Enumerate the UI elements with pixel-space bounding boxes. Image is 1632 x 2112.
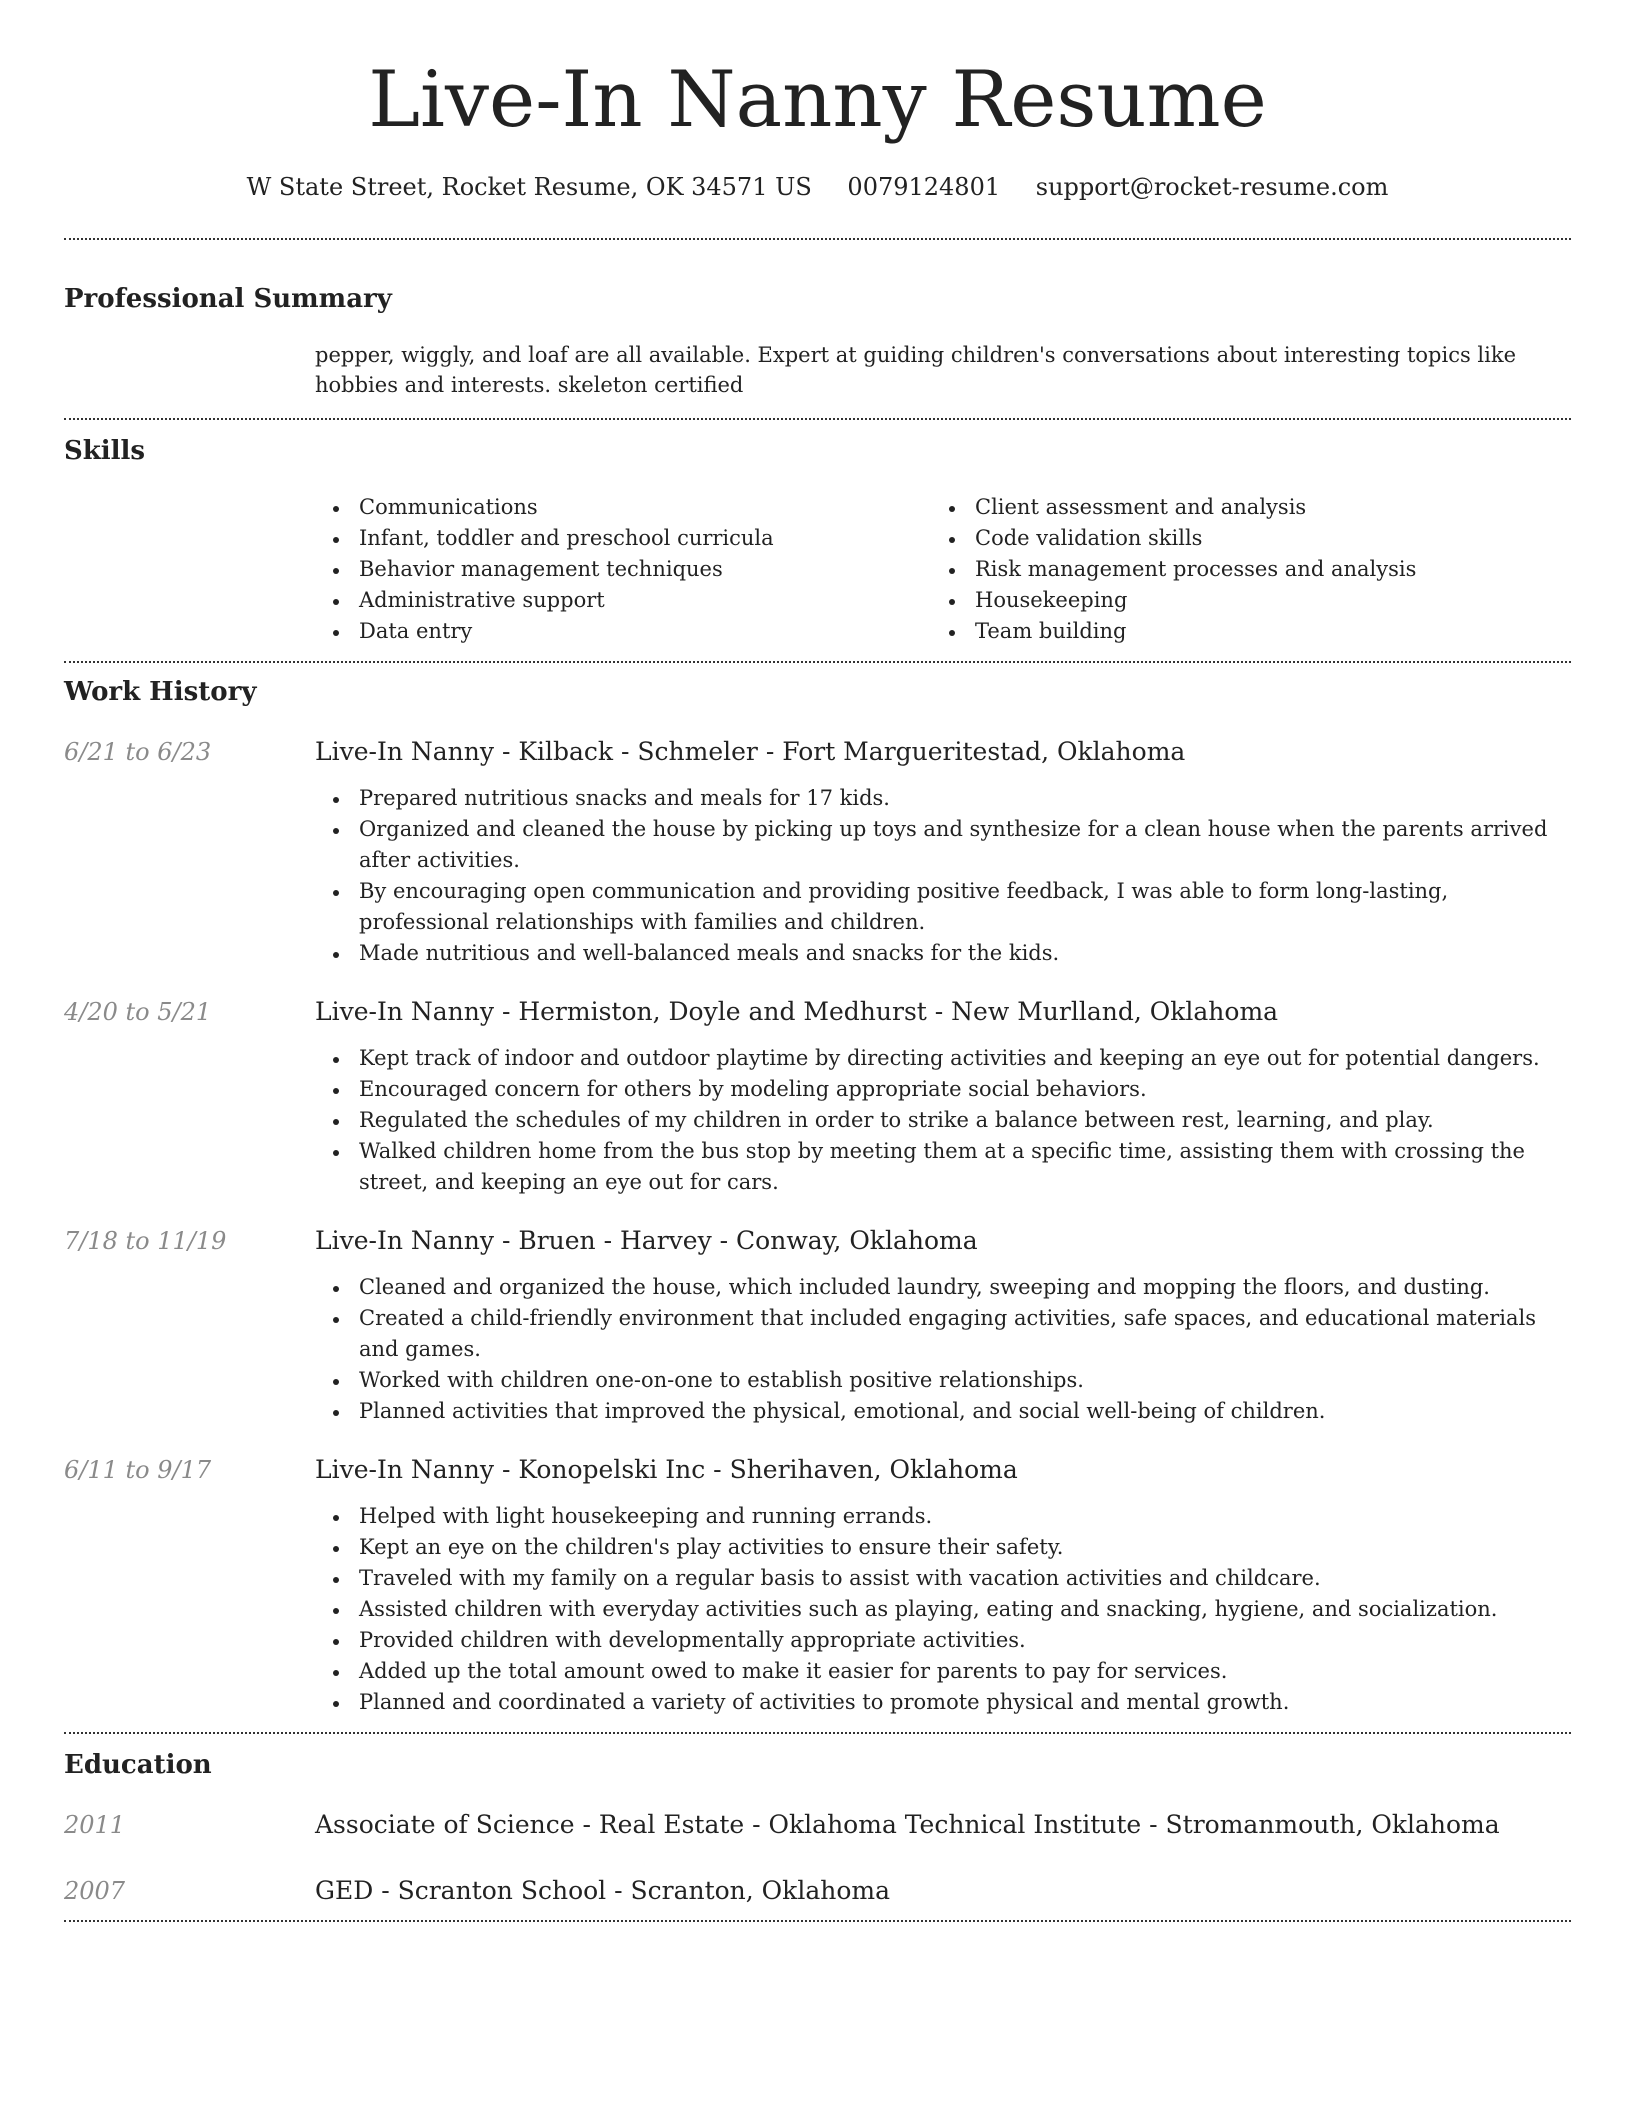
job-heading: Live-In Nanny - Kilback - Schmeler - Fort Margueritestad, Oklahoma: [315, 737, 1186, 766]
divider: [64, 418, 1571, 420]
skills-heading: Skills: [64, 436, 146, 466]
skill-item: Infant, toddler and preschool curricula: [315, 523, 931, 554]
job-bullet: Kept an eye on the children's play activities to ensure their safety.: [315, 1532, 1571, 1563]
job-bullet: Cleaned and organized the house, which included laundry, sweeping and mopping the floors, and dusting.: [315, 1272, 1571, 1303]
contact-line: [64, 170, 1571, 204]
contact-email: support@rocket-resume.com: [1035, 173, 1389, 201]
job-bullet: Traveled with my family on a regular basis to assist with vacation activities and childcare.: [315, 1563, 1571, 1594]
job-bullet: Added up the total amount owed to make it easier for parents to pay for services.: [315, 1656, 1571, 1687]
skill-item: Behavior management techniques: [315, 554, 931, 585]
summary-heading: Professional Summary: [64, 284, 392, 314]
job-heading: Live-In Nanny - Hermiston, Doyle and Medhurst - New Murlland, Oklahoma: [315, 997, 1279, 1026]
divider: [64, 1920, 1571, 1922]
skills-column-right: [931, 492, 1547, 647]
job-dates: 6/21 to 6/23: [64, 738, 212, 766]
skill-item: Code validation skills: [931, 523, 1547, 554]
job-details: [315, 735, 1571, 969]
job-entry: [64, 995, 1571, 1198]
contact-phone: 0079124801: [847, 173, 1001, 201]
job-bullets: [315, 1272, 1571, 1427]
job-bullet: Planned activities that improved the physical, emotional, and social well-being of children.: [315, 1396, 1571, 1427]
job-bullet: Worked with children one-on-one to establish positive relationships.: [315, 1365, 1571, 1396]
skill-item: Client assessment and analysis: [931, 492, 1547, 523]
skill-item: Data entry: [315, 616, 931, 647]
job-dates: 4/20 to 5/21: [64, 998, 212, 1026]
education-entry: [64, 1808, 1571, 1842]
job-entry: [64, 735, 1571, 969]
job-bullet: By encouraging open communication and providing positive feedback, I was able to form long-lasting, professional relationships with families and children.: [315, 876, 1571, 938]
job-bullet: Planned and coordinated a variety of activities to promote physical and mental growth.: [315, 1687, 1571, 1718]
job-bullet: Kept track of indoor and outdoor playtime by directing activities and keeping an eye out for potential dangers.: [315, 1043, 1571, 1074]
job-bullet: Provided children with developmentally appropriate activities.: [315, 1625, 1571, 1656]
skill-item: Administrative support: [315, 585, 931, 616]
job-details: [315, 1224, 1571, 1427]
job-bullets: [315, 783, 1571, 969]
education-heading: Education: [64, 1750, 212, 1780]
divider: [64, 238, 1571, 240]
job-entry: [64, 1453, 1571, 1718]
skills-list: [315, 492, 1571, 647]
job-details: [315, 1453, 1571, 1718]
skill-item: Housekeeping: [931, 585, 1547, 616]
job-heading: Live-In Nanny - Bruen - Harvey - Conway, Oklahoma: [315, 1226, 978, 1255]
job-bullet: Assisted children with everyday activities such as playing, eating and snacking, hygiene, and socialization.: [315, 1594, 1571, 1625]
job-bullet: Organized and cleaned the house by picking up toys and synthesize for a clean house when the parents arrived after activities.: [315, 814, 1571, 876]
job-bullets: [315, 1501, 1571, 1718]
job-heading: Live-In Nanny - Konopelski Inc - Sherihaven, Oklahoma: [315, 1455, 1018, 1484]
education-text: GED - Scranton School - Scranton, Oklahoma: [315, 1876, 890, 1905]
job-entry: [64, 1224, 1571, 1427]
divider: [64, 1732, 1571, 1734]
education-text: Associate of Science - Real Estate - Oklahoma Technical Institute - Stromanmouth, Oklahoma: [315, 1810, 1500, 1839]
job-dates: 6/11 to 9/17: [64, 1456, 212, 1484]
job-details: [315, 995, 1571, 1198]
education-year: 2011: [64, 1811, 126, 1839]
skill-item: Risk management processes and analysis: [931, 554, 1547, 585]
resume-title: Live-In Nanny Resume: [368, 55, 1267, 145]
work-history-heading: Work History: [64, 677, 257, 707]
job-dates: 7/18 to 11/19: [64, 1227, 227, 1255]
job-bullet: Prepared nutritious snacks and meals for 17 kids.: [315, 783, 1571, 814]
skill-item: Team building: [931, 616, 1547, 647]
job-bullet: Regulated the schedules of my children in order to strike a balance between rest, learning, and play.: [315, 1105, 1571, 1136]
education-year: 2007: [64, 1877, 126, 1905]
contact-address: W State Street, Rocket Resume, OK 34571 US: [246, 173, 812, 201]
education-entry: [64, 1874, 1571, 1908]
skill-item: Communications: [315, 492, 931, 523]
job-bullet: Walked children home from the bus stop by meeting them at a specific time, assisting them with crossing the street, and keeping an eye out for cars.: [315, 1136, 1571, 1198]
job-bullet: Helped with light housekeeping and running errands.: [315, 1501, 1571, 1532]
job-bullet: Made nutritious and well-balanced meals and snacks for the kids.: [315, 938, 1571, 969]
skills-column-left: [315, 492, 931, 647]
divider: [64, 661, 1571, 663]
resume-page: [64, 0, 1571, 1922]
job-bullet: Created a child-friendly environment that included engaging activities, safe spaces, and educational materials and games.: [315, 1303, 1571, 1365]
summary-text: pepper, wiggly, and loaf are all available. Expert at guiding children's conversations about interesting topics like hobbies and interests. skeleton certified: [315, 343, 1517, 397]
job-bullet: Encouraged concern for others by modeling appropriate social behaviors.: [315, 1074, 1571, 1105]
job-bullets: [315, 1043, 1571, 1198]
